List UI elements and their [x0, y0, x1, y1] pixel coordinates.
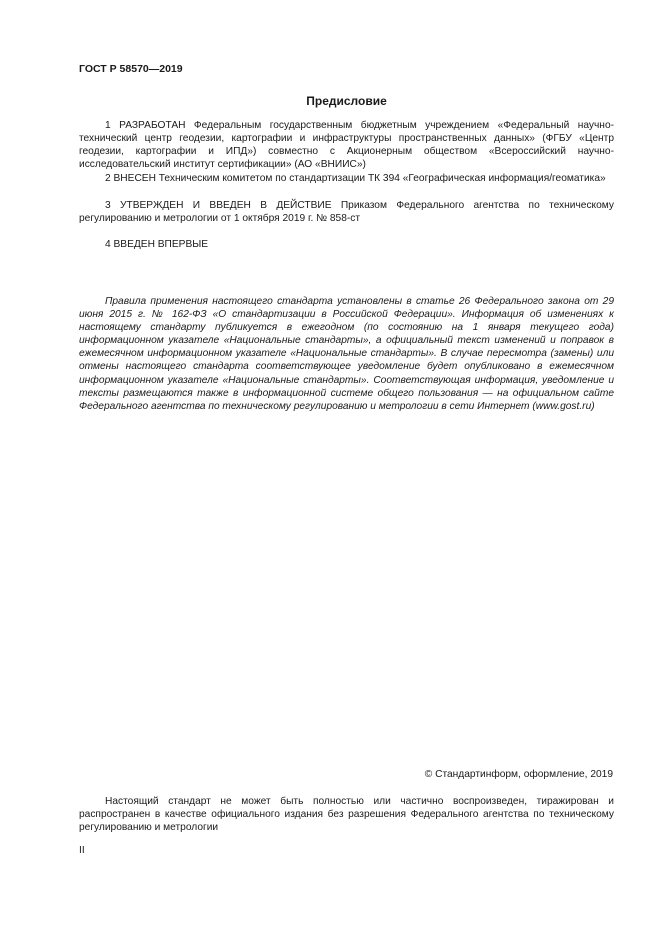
document-code: ГОСТ Р 58570—2019	[79, 63, 183, 75]
foreword-item-developed: 1 РАЗРАБОТАН Федеральным государственным бюджетным учреждением «Федеральный научно-технический центр геодезии, картографии и инфраструктуры пространственных данных» (ФГБУ «Центр геодезии, картографии и ИПД») совместно с Акционерным обществом «Всероссийский научно-исследовательский институт сертификации» (АО «ВНИИС»)	[79, 120, 614, 171]
foreword-item-introduced: 4 ВВЕДЕН ВПЕРВЫЕ	[105, 239, 209, 250]
foreword-item-approved: 3 УТВЕРЖДЕН И ВВЕДЕН В ДЕЙСТВИЕ Приказом Федерального агентства по техническому регулированию и метрологии от 1 октября 2019 г. № 858-ст	[79, 200, 614, 225]
page-title: Предисловие	[306, 94, 387, 108]
reproduction-restriction: Настоящий стандарт не может быть полностью или частично воспроизведен, тиражирован и распространен в качестве официального издания без разрешения Федерального агентства по техническому регулированию и метрологии	[79, 796, 614, 834]
copyright-notice: © Стандартинформ, оформление, 2019	[424, 769, 613, 780]
page-number: II	[79, 845, 85, 856]
application-rules-note: Правила применения настоящего стандарта установлены в статье 26 Федерального закона от 29 июня 2015 г. № 162-ФЗ «О стандартизации в Российской Федерации». Информация об изменениях к настоящему стандарту публикуется в ежегодном (по состоянию на 1 января текущего года) информационном указателе «Национальные стандарты», а официальный текст изменений и поправок в ежемесячном информационном указателе «Национальные стандарты». В случае пересмотра (замены) или отмены настоящего стандарта соответствующее уведомление будет опубликовано в ежемесячном информационном указателе «Национальные стандарты». Соответствующая информация, уведомление и тексты размещаются также в информационной системе общего пользования — на официальном сайте Федерального агентства по техническому регулированию и метрологии в сети Интернет (www.gost.ru)	[79, 296, 614, 412]
foreword-item-submitted: 2 ВНЕСЕН Техническим комитетом по стандартизации ТК 394 «Географическая информация/геоматика»	[105, 173, 606, 184]
